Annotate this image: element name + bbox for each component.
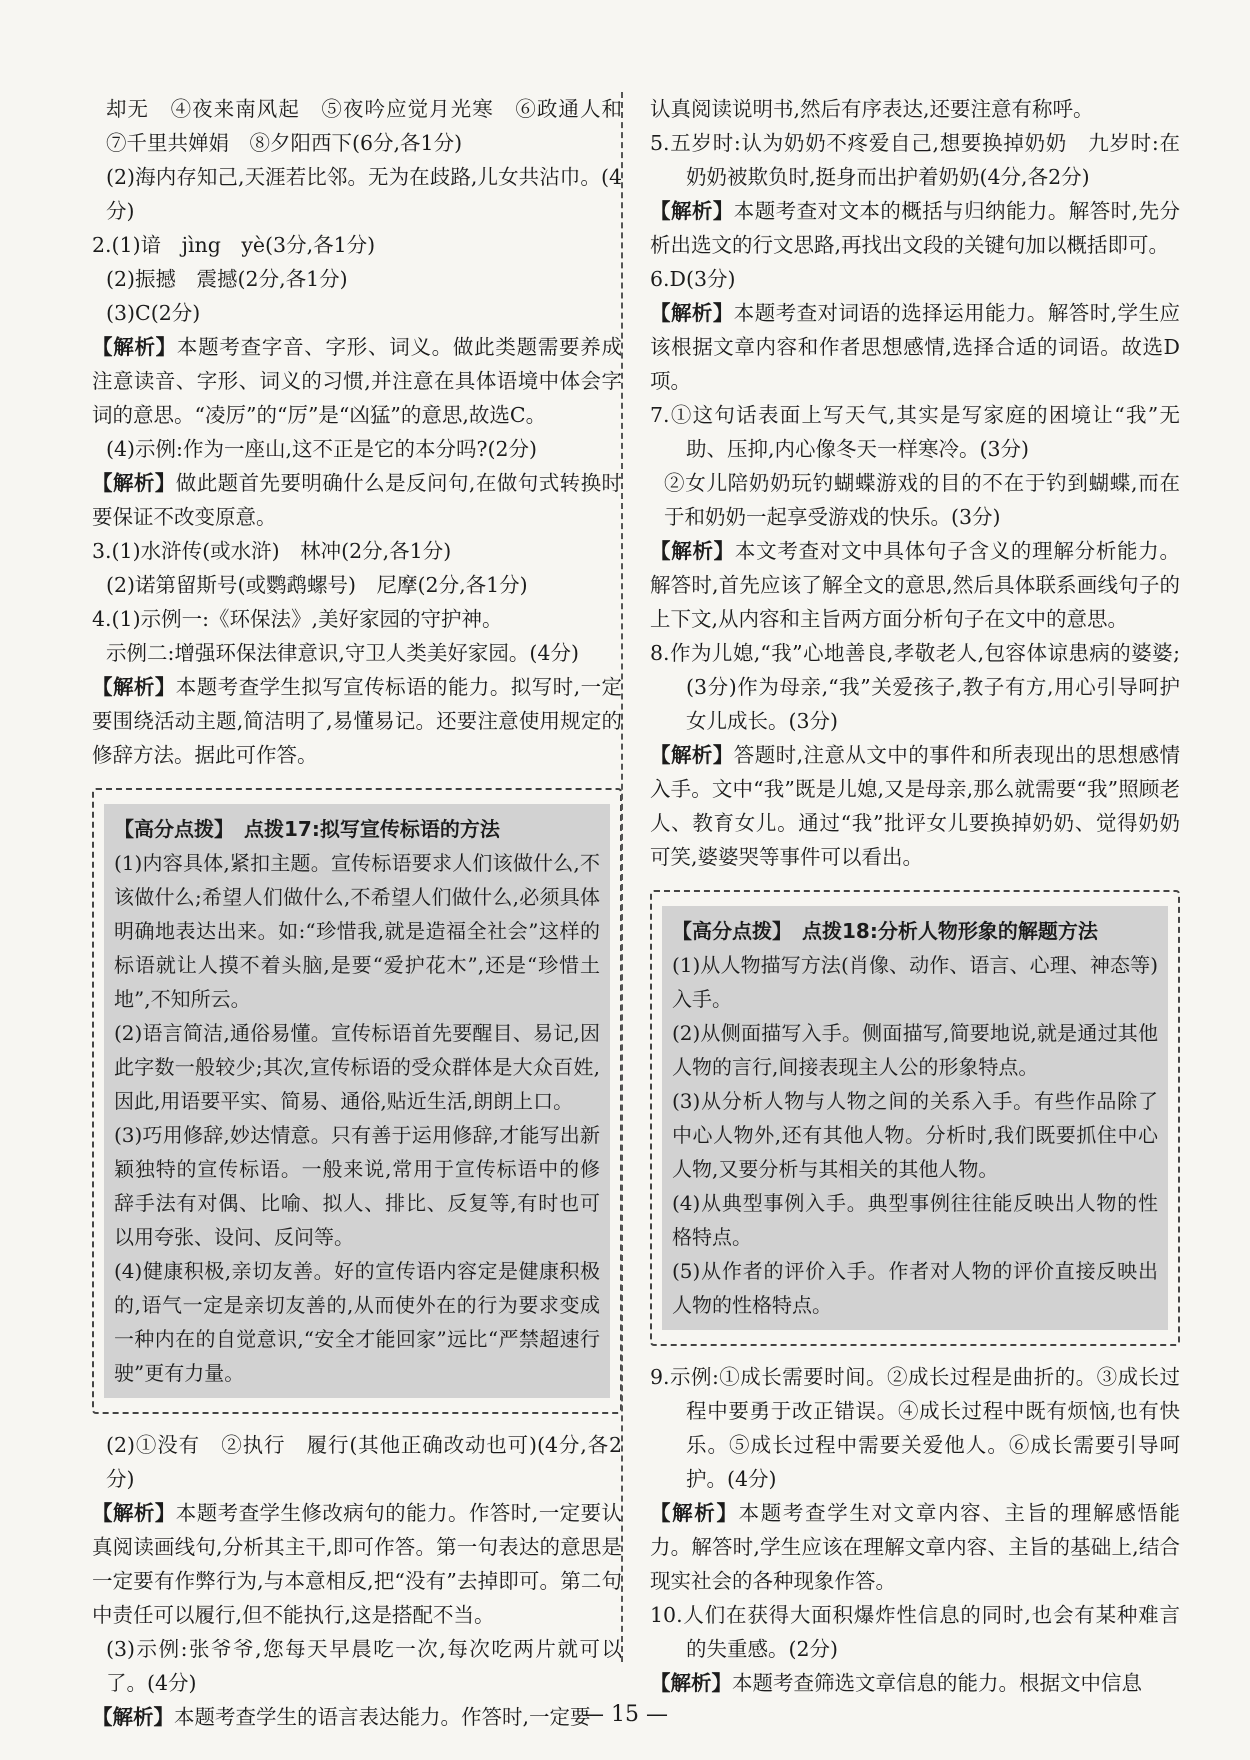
line-text: 8.作为儿媳,“我”心地善良,孝敬老人,包容体谅患病的婆婆;(3分)作为母亲,“我”关爱孩子,教子有方,用心引导呵护女儿成长。(3分)	[650, 641, 1180, 733]
line-text: (2)诺第留斯号(或鹦鹉螺号) 尼摩(2分,各1分)	[106, 573, 528, 597]
answer-line	[92, 160, 622, 228]
tip-title-17: 【高分点拨】 点拨17:拟写宣传标语的方法	[114, 817, 500, 841]
line-text: 6.D(3分)	[650, 267, 736, 291]
answer-line	[92, 92, 643, 160]
line-text: 本题考查学生拟写宣传标语的能力。拟写时,一定要围绕活动主题,简洁明了,易懂易记。还要注意使用规定的修辞方法。据此可作答。	[92, 675, 623, 767]
line-text: (3)示例:张爷爷,您每天早晨吃一次,每次吃两片就可以了。(4分)	[106, 1637, 622, 1695]
answer-line	[92, 534, 622, 568]
tip-item: (5)从作者的评价入手。作者对人物的评价直接反映出人物的性格特点。	[672, 1259, 1158, 1317]
answer-line	[650, 92, 1180, 126]
line-text: 3.(1)水浒传(或水浒) 林冲(2分,各1分)	[92, 539, 452, 563]
line-text: (3)C(2分)	[106, 301, 201, 325]
line-text: 本题考查学生修改病句的能力。作答时,一定要认真阅读画线句,分析其主干,即可作答。第一句表达的意思是一定要有作弊行为,与本意相反,把“没有”去掉即可。第二句中责任可以履行,但不能执行,这是搭配不当。	[92, 1501, 623, 1627]
analysis-paragraph	[650, 194, 1180, 262]
analysis-tag: 【解析】	[650, 743, 734, 767]
analysis-paragraph	[650, 534, 1180, 636]
tip-box-18	[650, 890, 1180, 1346]
tip-item: (1)从人物描写方法(肖像、动作、语言、心理、神态等)入手。	[672, 953, 1158, 1011]
left-answers-continued	[92, 1428, 622, 1734]
answer-line	[650, 1598, 1180, 1666]
analysis-paragraph	[650, 1666, 1180, 1700]
tip-title-18: 【高分点拨】 点拨18:分析人物形象的解题方法	[672, 919, 1098, 943]
line-text: 本题考查对词语的选择运用能力。解答时,学生应该根据文章内容和作者思想感情,选择合适的词语。故选D项。	[650, 301, 1181, 393]
answer-line	[650, 636, 1180, 738]
tip-items-17	[114, 846, 600, 1390]
tip-items-18	[672, 948, 1158, 1322]
line-text: 10.人们在获得大面积爆炸性信息的同时,也会有某种难言的失重感。(2分)	[650, 1603, 1180, 1661]
tip-item: (2)语言简洁,通俗易懂。宣传标语首先要醒目、易记,因此字数一般较少;其次,宣传标语的受众群体是大众百姓,因此,用语要平实、简易、通俗,贴近生活,朗朗上口。	[114, 1021, 600, 1113]
line-text: 5.五岁时:认为奶奶不疼爱自己,想要换掉奶奶 九岁时:在奶奶被欺负时,挺身而出护着奶奶(4分,各2分)	[650, 131, 1180, 189]
tip-item: (3)巧用修辞,妙达情意。只有善于运用修辞,才能写出新颖独特的宣传标语。一般来说,常用于宣传标语中的修辞手法有对偶、比喻、拟人、排比、反复等,有时也可以用夸张、设问、反问等。	[114, 1123, 600, 1249]
analysis-tag: 【解析】	[650, 539, 735, 563]
analysis-paragraph	[92, 1496, 622, 1632]
analysis-paragraph	[92, 466, 622, 534]
answer-line	[92, 602, 622, 636]
answer-line	[92, 1632, 622, 1700]
line-text: 做此题首先要明确什么是反问句,在做句式转换时要保证不改变原意。	[92, 471, 623, 529]
tip-box-17	[92, 788, 622, 1414]
tip-box-18-inner	[662, 906, 1168, 1330]
answer-line	[650, 262, 1180, 296]
analysis-paragraph	[92, 330, 622, 432]
answer-line	[650, 126, 1180, 194]
line-text: 本题考查字音、字形、词义。做此类题需要养成注意读音、字形、词义的习惯,并注意在具体语境中体会字词的意思。“凌厉”的“厉”是“凶猛”的意思,故选C。	[92, 335, 623, 427]
line-text: (2)海内存知己,天涯若比邻。无为在歧路,儿女共沾巾。(4分)	[106, 165, 622, 223]
answer-line	[92, 228, 622, 262]
line-text: 7.①这句话表面上写天气,其实是写家庭的困境让“我”无助、压抑,内心像冬天一样寒冷。(3分)	[650, 403, 1180, 461]
analysis-paragraph	[650, 738, 1180, 874]
analysis-paragraph	[650, 296, 1180, 398]
answer-line	[650, 1360, 1180, 1496]
analysis-tag: 【解析】	[650, 199, 734, 223]
line-text: 示例二:增强环保法律意识,守卫人类美好家园。(4分)	[106, 641, 579, 665]
analysis-tag: 【解析】	[650, 301, 734, 325]
right-answers-continued	[650, 1360, 1180, 1700]
tip-item: (4)从典型事例入手。典型事例往往能反映出人物的性格特点。	[672, 1191, 1158, 1249]
line-text: 答题时,注意从文中的事件和所表现出的思想感情入手。文中“我”既是儿媳,又是母亲,那么就需要“我”照顾老人、教育女儿。通过“我”批评女儿要换掉奶奶、觉得奶奶可笑,婆婆哭等事件可以看出。	[650, 743, 1181, 869]
line-text: (4)示例:作为一座山,这不正是它的本分吗?(2分)	[106, 437, 537, 461]
tip-item: (3)从分析人物与人物之间的关系入手。有些作品除了中心人物外,还有其他人物。分析时,我们既要抓住中心人物,又要分析与其相关的其他人物。	[672, 1089, 1158, 1181]
right-column	[650, 92, 1180, 1700]
page-number: — 15 —	[582, 1702, 668, 1727]
line-text: 本题考查对文本的概括与归纳能力。解答时,先分析出选文的行文思路,再找出文段的关键句加以概括即可。	[650, 199, 1181, 257]
line-text: 9.示例:①成长需要时间。②成长过程是曲折的。③成长过程中要勇于改正错误。④成长过程中既有烦恼,也有快乐。⑤成长过程中需要关爱他人。⑥成长需要引导呵护。(4分)	[650, 1365, 1180, 1491]
answer-line	[92, 568, 622, 602]
analysis-paragraph	[92, 670, 622, 772]
tip-item: (2)从侧面描写入手。侧面描写,简要地说,就是通过其他人物的言行,间接表现主人公的形象特点。	[672, 1021, 1158, 1079]
answer-line	[92, 432, 622, 466]
line-text: 本文考查对文中具体句子含义的理解分析能力。解答时,首先应该了解全文的意思,然后具体联系画线句子的上下文,从内容和主旨两方面分析句子在文中的意思。	[650, 539, 1181, 631]
line-text: 却无 ④夜来南风起 ⑤夜吟应觉月光寒 ⑥政通人和 ⑦千里共婵娟 ⑧夕阳西下(6分,各1分)	[106, 97, 643, 155]
answer-line	[92, 262, 622, 296]
line-text: 认真阅读说明书,然后有序表达,还要注意有称呼。	[650, 97, 1094, 121]
answer-line	[650, 466, 1180, 534]
analysis-tag: 【解析】	[92, 471, 176, 495]
line-text: 2.(1)谙 jìng yè(3分,各1分)	[92, 233, 376, 257]
line-text: 本题考查筛选文章信息的能力。根据文中信息	[732, 1671, 1142, 1695]
analysis-tag: 【解析】	[92, 675, 176, 699]
line-text: ②女儿陪奶奶玩钓蝴蝶游戏的目的不在于钓到蝴蝶,而在于和奶奶一起享受游戏的快乐。(3分)	[664, 471, 1180, 529]
line-text: 本题考查学生对文章内容、主旨的理解感悟能力。解答时,学生应该在理解文章内容、主旨的基础上,结合现实社会的各种现象作答。	[650, 1501, 1180, 1593]
answer-line	[92, 636, 622, 670]
answer-line	[92, 1428, 622, 1496]
right-answers	[650, 92, 1180, 874]
answer-line	[92, 296, 622, 330]
line-text: 本题考查学生的语言表达能力。作答时,一定要	[174, 1705, 591, 1729]
analysis-tag: 【解析】	[650, 1671, 732, 1695]
analysis-tag: 【解析】	[92, 335, 177, 359]
line-text: (2)①没有 ②执行 履行(其他正确改动也可)(4分,各2分)	[106, 1433, 622, 1491]
analysis-tag: 【解析】	[92, 1501, 176, 1525]
line-text: (2)振撼 震撼(2分,各1分)	[106, 267, 348, 291]
line-text: 4.(1)示例一:《环保法》,美好家园的守护神。	[92, 607, 503, 631]
analysis-tag: 【解析】	[650, 1501, 739, 1525]
tip-item: (4)健康积极,亲切友善。好的宣传语内容定是健康积极的,语气一定是亲切友善的,从而使外在的行为要求变成一种内在的自觉意识,“安全才能回家”远比“严禁超速行驶”更有力量。	[114, 1259, 600, 1385]
analysis-paragraph	[650, 1496, 1180, 1598]
analysis-tag: 【解析】	[92, 1705, 174, 1729]
answer-line	[650, 398, 1180, 466]
tip-box-17-inner	[104, 804, 610, 1398]
column-divider	[621, 92, 623, 1662]
left-answers	[92, 92, 643, 772]
tip-item: (1)内容具体,紧扣主题。宣传标语要求人们该做什么,不该做什么;希望人们做什么,不希望人们做什么,必须具体明确地表达出来。如:“珍惜我,就是造福全社会”这样的标语就让人摸不着头脑,是要“爱护花木”,还是“珍惜土地”,不知所云。	[114, 851, 600, 1011]
